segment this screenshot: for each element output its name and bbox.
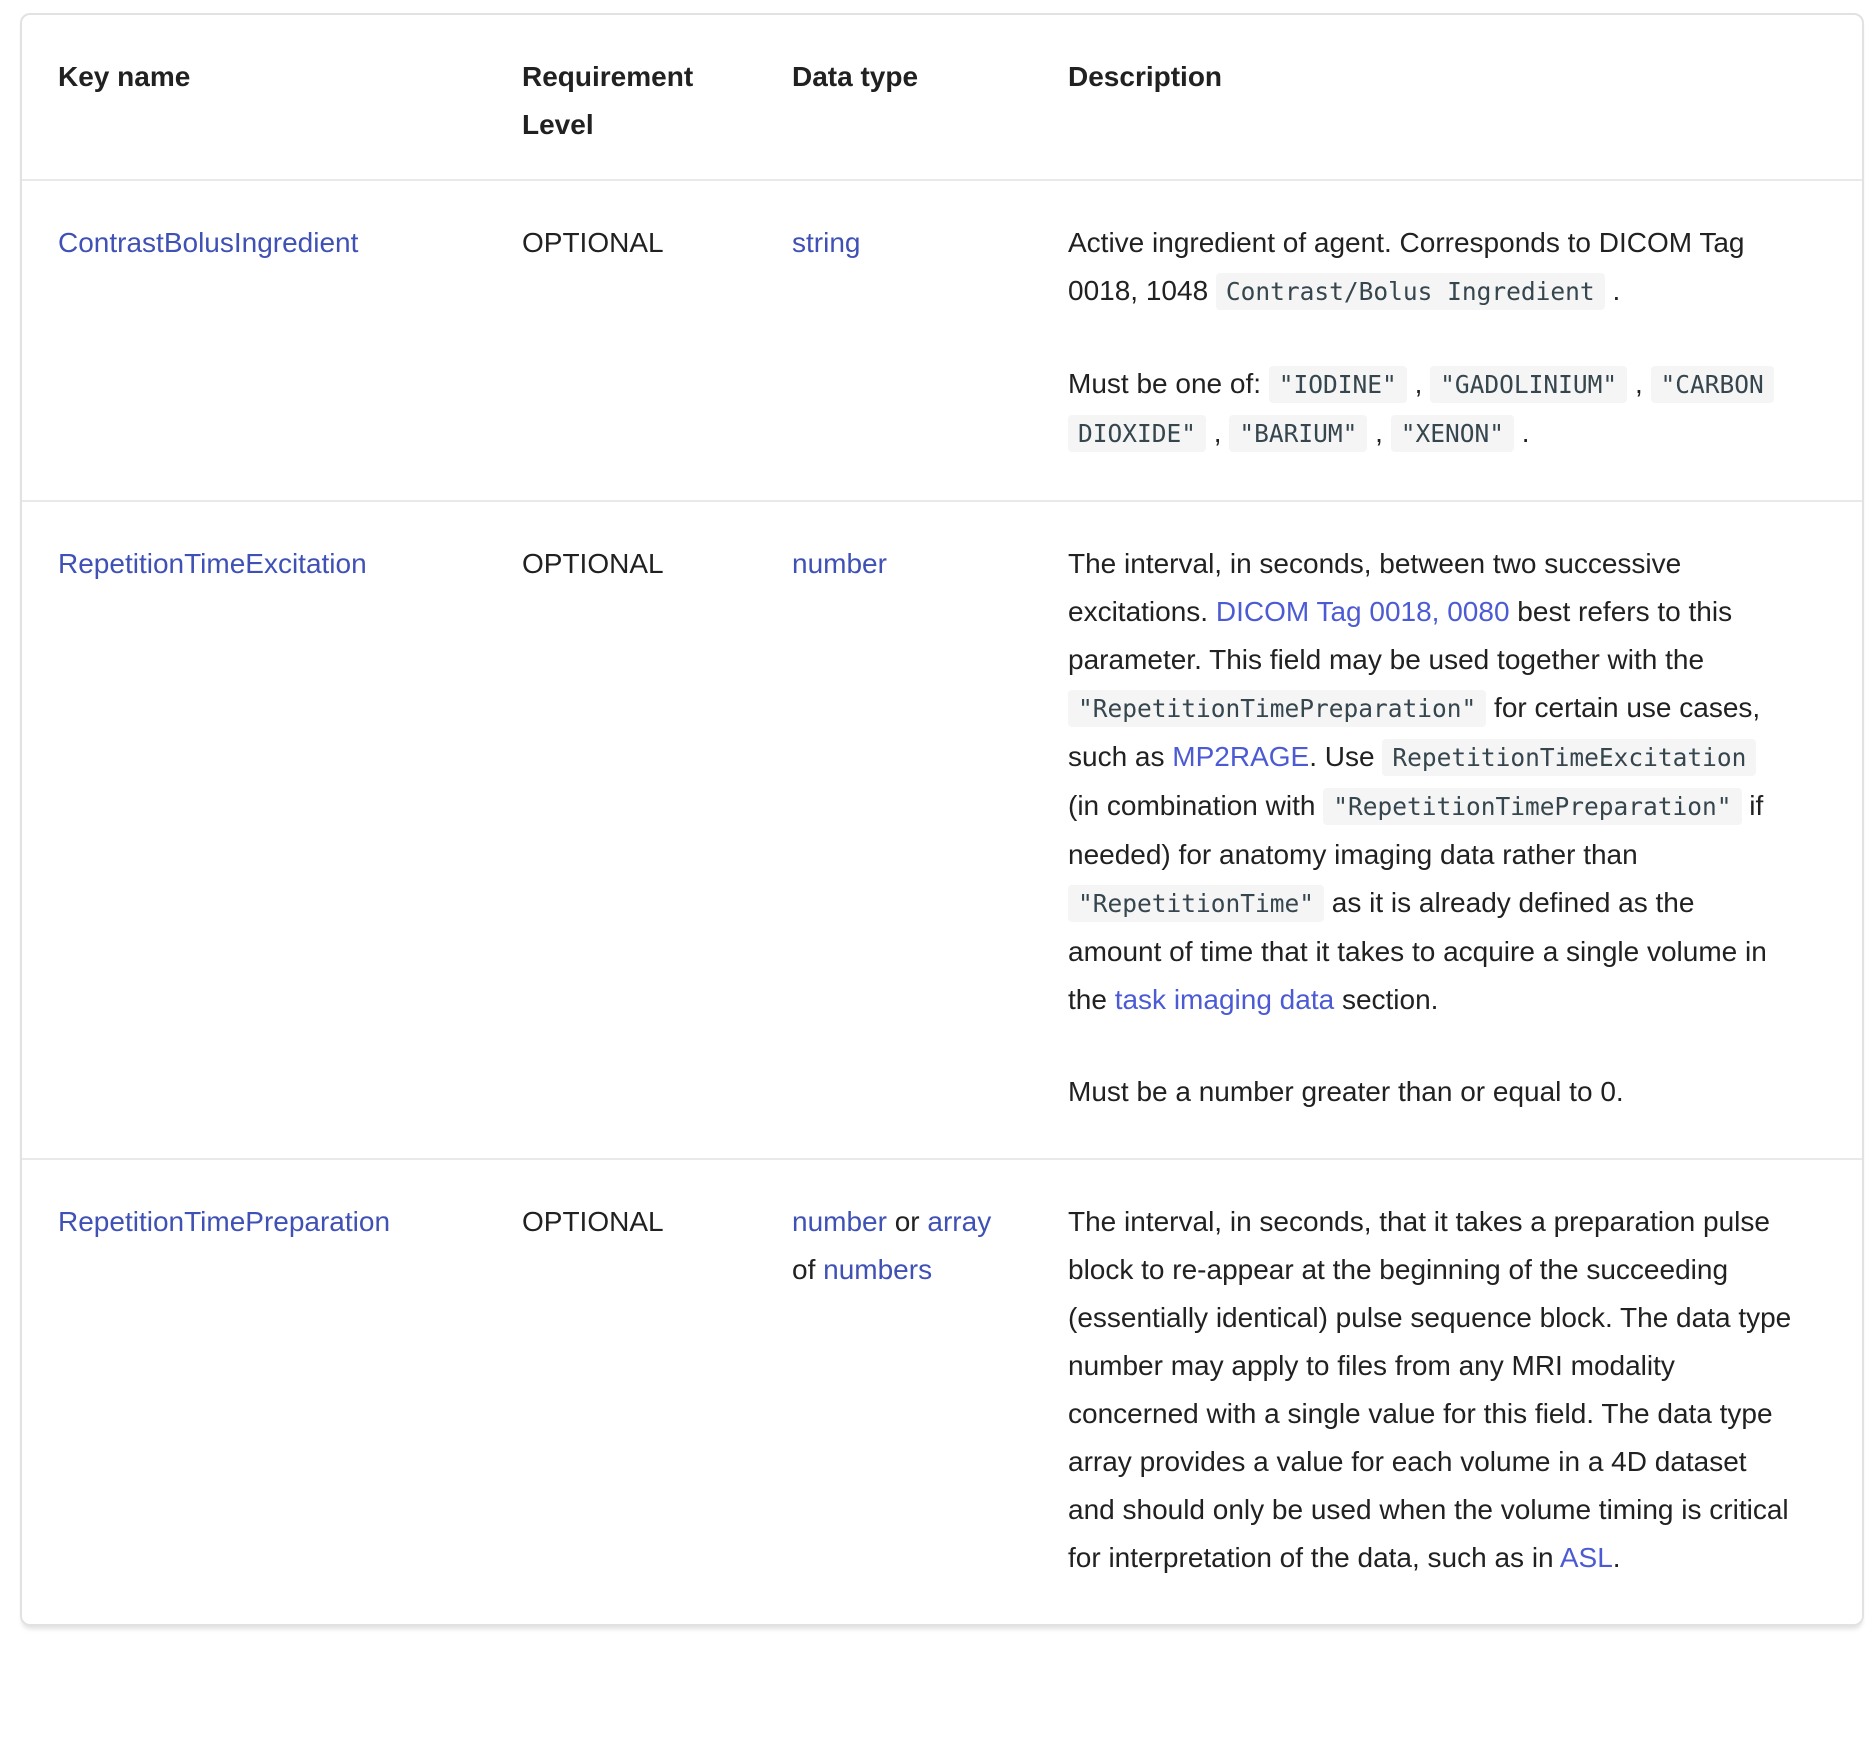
- description-link[interactable]: DICOM Tag 0018, 0080: [1215, 596, 1510, 627]
- code-chip: "XENON": [1391, 415, 1514, 452]
- key-name-link[interactable]: RepetitionTimeExcitation: [58, 548, 367, 579]
- description-paragraph: Must be one of: "IODINE" , "GADOLINIUM" , "CARBON DIOXIDE" , "BARIUM" , "XENON" .: [1068, 360, 1794, 458]
- description-paragraph: The interval, in seconds, that it takes a preparation pulse block to re-appear at the beginning of the succeeding (essentially identical) pulse sequence block. The data type number may apply to files from any MRI modality concerned with a single value for this field. The data type array provides a value for each volume in a 4D dataset and should only be used when the volume timing is critical for interpretation of the data, such as in ASL.: [1068, 1206, 1792, 1573]
- header-data-type: Data type: [792, 61, 919, 92]
- header-description: Description: [1068, 61, 1223, 92]
- code-chip: "RepetitionTimePreparation": [1068, 690, 1486, 727]
- key-name-cell: [22, 179, 486, 500]
- code-chip: "RepetitionTime": [1068, 885, 1324, 922]
- header-requirement-level: Requirement Level: [522, 61, 694, 140]
- data-type-link[interactable]: number: [792, 1206, 887, 1237]
- code-chip: "RepetitionTimePreparation": [1323, 788, 1741, 825]
- description-link[interactable]: ASL: [1559, 1542, 1613, 1573]
- data-type-link[interactable]: number: [792, 548, 887, 579]
- description-link[interactable]: MP2RAGE: [1172, 741, 1310, 772]
- data-type-link[interactable]: string: [792, 227, 861, 258]
- requirement-level-value: OPTIONAL: [522, 1206, 664, 1237]
- table-row: [22, 179, 1862, 500]
- code-chip: "GADOLINIUM": [1430, 366, 1627, 403]
- data-type-cell: number or array of numbers: [756, 1158, 1032, 1624]
- description-link[interactable]: task imaging data: [1114, 984, 1335, 1015]
- description-block: [1068, 540, 1794, 1116]
- description-block: [1068, 219, 1794, 458]
- description-paragraph: The interval, in seconds, between two successive excitations. DICOM Tag 0018, 0080 best refers to this parameter. This field may be used together with the "RepetitionTimePreparation" for certain use cases, such as MP2RAGE. Use RepetitionTimeExcitation (in combination with "RepetitionTimePreparation" if needed) for anatomy imaging data rather than "RepetitionTime" as it is already defined as the amount of time that it takes to acquire a single volume in the task imaging data section.: [1068, 548, 1767, 1015]
- code-chip: Contrast/Bolus Ingredient: [1216, 273, 1605, 310]
- description-paragraph: Active ingredient of agent. Corresponds to DICOM Tag 0018, 1048 Contrast/Bolus Ingredient .: [1068, 219, 1794, 316]
- table-body: [22, 179, 1862, 1624]
- header-row: [22, 15, 1862, 179]
- table-row: [22, 500, 1862, 1158]
- spec-table: [20, 13, 1864, 1626]
- data-type-link[interactable]: array: [927, 1206, 992, 1237]
- key-name-link[interactable]: ContrastBolusIngredient: [58, 227, 359, 258]
- key-name-link[interactable]: RepetitionTimePreparation: [58, 1206, 391, 1237]
- data-type-cell: [756, 179, 1032, 500]
- code-chip: "BARIUM": [1229, 415, 1367, 452]
- description-paragraph: Must be a number greater than or equal to 0.: [1068, 1076, 1624, 1107]
- description-cell: [1032, 500, 1862, 1158]
- header-key-name: Key name: [58, 61, 191, 92]
- description-cell: [1032, 179, 1862, 500]
- description-cell: [1032, 1158, 1862, 1624]
- requirement-level-cell: [486, 179, 756, 500]
- requirement-level-cell: [486, 1158, 756, 1624]
- code-chip: RepetitionTimeExcitation: [1382, 739, 1756, 776]
- code-chip: "IODINE": [1269, 366, 1407, 403]
- requirement-level-cell: [486, 500, 756, 1158]
- table-header: [22, 15, 1862, 179]
- key-name-cell: [22, 1158, 486, 1624]
- requirement-level-value: OPTIONAL: [522, 227, 664, 258]
- table-row: [22, 1158, 1862, 1624]
- code-chip: "CARBON DIOXIDE": [1068, 366, 1774, 452]
- requirement-level-value: OPTIONAL: [522, 548, 664, 579]
- data-type-cell: [756, 500, 1032, 1158]
- data-type-link[interactable]: numbers: [823, 1254, 933, 1285]
- key-name-cell: [22, 500, 486, 1158]
- description-block: [1068, 1198, 1794, 1582]
